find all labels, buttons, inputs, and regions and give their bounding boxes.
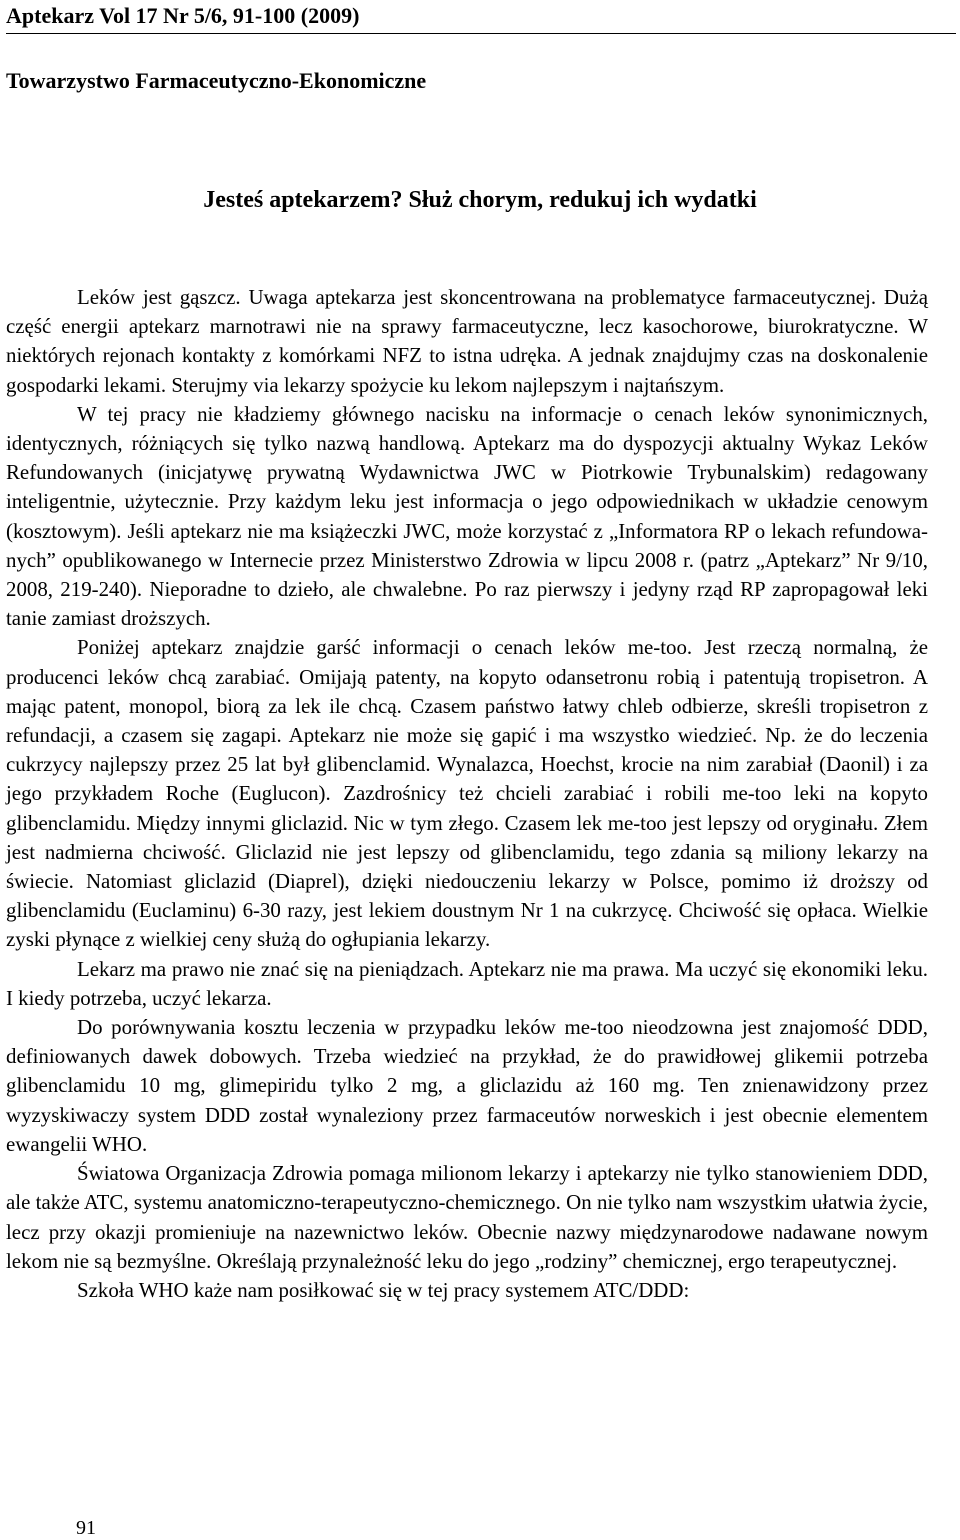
journal-header: Aptekarz Vol 17 Nr 5/6, 91-100 (2009) — [6, 3, 360, 28]
paragraph: Szkoła WHO każe nam posiłkować się w tej pracy systemem ATC/DDD: — [77, 1277, 690, 1302]
page-number: 91 — [76, 1517, 96, 1539]
paragraph: Leków jest gąszcz. Uwaga aptekarza jest skoncentrowana na problematyce farmaceutycznej. Dużą część energii aptekarz marnotrawi nie na sprawy farmaceutyczne, lecz kasochorowe, biurokratyczne. W niektórych rejonach kontakty z komórkami NFZ to istna udręka. A jednak znajdujmy czas na doskonalenie gospodarki lekami. Sterujmy via lekarzy spożycie ku lekom najlepszym i najtańszym. — [6, 285, 928, 397]
article-title: Jesteś aptekarzem? Służ chorym, redukuj ich wydatki — [203, 187, 757, 213]
header-rule — [6, 33, 956, 34]
paragraph: Poniżej aptekarz znajdzie garść informacji o cenach leków me-too. Jest rzeczą normalną, że producenci leków chcą zarabiać. Omijają patenty, na kopyto odansetronu robią i patentują tropisetron. A mając patent, monopol, biorą za lek ile chcą. Czasem państwo łatwy chleb odbierze, skreśli tropisetron z refundacji, a czasem się zagapi. Aptekarz nie może się gapić i ma wszystko wiedzieć. Np. że do leczenia cukrzycy najlepszy przez 25 lat był glibenclamid. Wynalazca, Hoechst, krocie na nim zarabiał (Daonil) i za jego przykładem Roche (Euglucon). Zazdrośnicy też chcieli zarabiać i robili me-too leki na kopyto glibenclamidu. Między innymi gliclazid. Nic w tym złego. Czasem lek me-too jest lepszy od oryginału. Złem jest nadmierna chciwość. Gliclazid nie jest lepszy od glibenclamidu, tego zdania są miliony lekarzy na świecie. Natomiast gliclazid (Diaprel), dzięki niedouczeniu lekarzy w Polsce, pomimo iż droższy od glibenclamidu (Euclaminu) 6-30 razy, jest lekiem doustnym Nr 1 na cukrzycę. Chciwość się opłaca. Wielkie zyski płynące z wielkiej ceny służą do ogłupiania lekarzy. — [6, 635, 928, 952]
paragraph: Światowa Organizacja Zdrowia pomaga milionom lekarzy i aptekarzy nie tylko stanowieniem DDD, ale także ATC, systemu anatomiczno-terapeutyczno-chemicznego. On nie tylko nam wszystkim ułatwia życie, lecz przy okazji promieniuje na nazewnictwo leków. Obecnie nazwy międzynarodowe nadawane nowym lekom nie są bezmyślne. Określają przynależność leku do jego „rodziny” chemicznej, ergo terapeutycznej. — [6, 1161, 928, 1273]
society-name: Towarzystwo Farmaceutyczno-Ekonomiczne — [6, 68, 427, 93]
paragraph: W tej pracy nie kładziemy głównego nacisku na informacje o cenach leków synonimicznych, identycznych, różniących się tylko nazwą handlową. Aptekarz ma do dyspozycji aktualny Wykaz Leków Refundowanych (inicjatywę prywatną Wydawnictwa JWC w Piotrkowie Trybunalskim) redagowany inteligentnie, użytecznie. Przy każdym leku jest informacja o jego odpowiednikach w układzie cenowym (kosztowym). Jeśli aptekarz nie ma książeczki JWC, może korzystać z „Informatora RP o lekach refundowa-nych” opublikowanego w Internecie przez Ministerstwo Zdrowia w lipcu 2008 r. (patrz „Aptekarz” Nr 9/10, 2008, 219-240). Nieporadne to dzieło, ale chwalebne. Po raz pierwszy i jedyny rząd RP zapropagował leki tanie zamiast droższych. — [6, 401, 928, 631]
article-body — [6, 283, 928, 1305]
paragraph: Lekarz ma prawo nie znać się na pieniądzach. Aptekarz nie ma prawa. Ma uczyć się ekonomiki leku. I kiedy potrzeba, uczyć lekarza. — [6, 956, 928, 1010]
paragraph: Do porównywania kosztu leczenia w przypadku leków me-too nieodzowna jest znajomość DDD, definiowanych dawek dobowych. Trzeba wiedzieć na przykład, że do prawidłowej glikemii potrzeba glibenclamidu 10 mg, glimepiridu tylko 2 mg, a gliclazidu aż 160 mg. Ten znienawidzony przez wyzyskiwaczy system DDD został wynaleziony przez farmaceutów norweskich i jest obecnie elementem ewangelii WHO. — [6, 1015, 928, 1156]
